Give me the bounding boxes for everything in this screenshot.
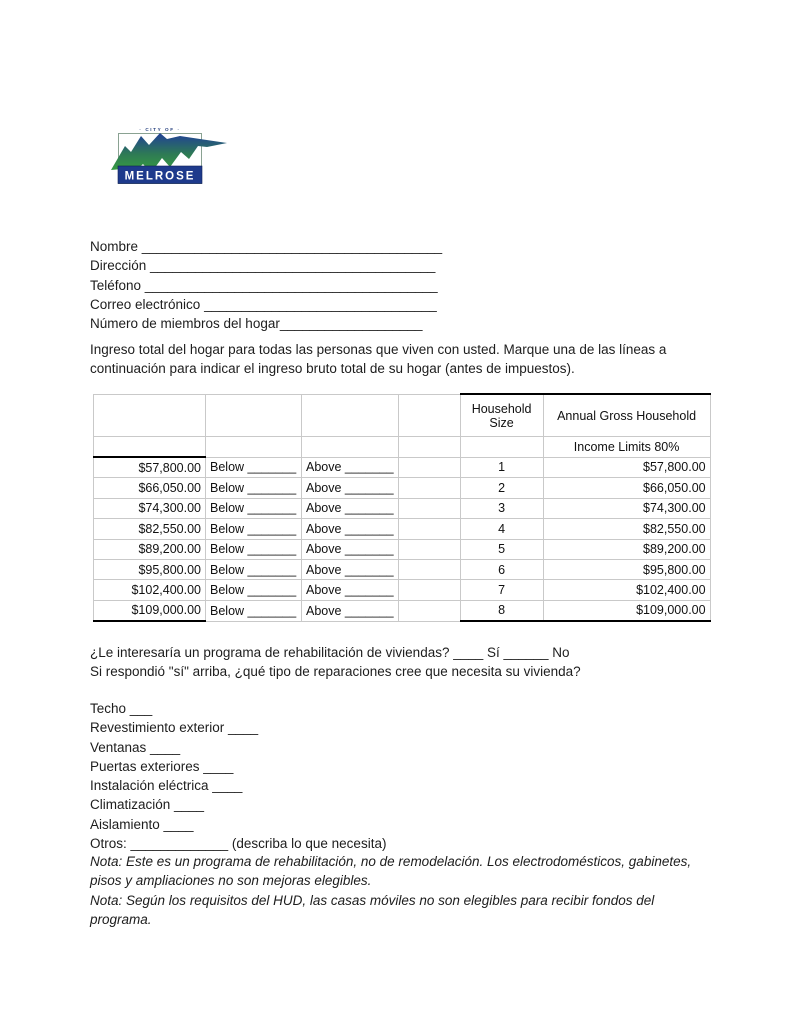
- amount-cell: $102,400.00: [94, 580, 206, 600]
- income-limit-value: $109,000.00: [543, 600, 710, 621]
- amount-cell: $66,050.00: [94, 478, 206, 498]
- above-blank: Above _______: [302, 519, 399, 539]
- note-hud: Nota: Según los requisitos del HUD, las casas móviles no son elegibles para recibir fondos del programa.: [90, 892, 655, 927]
- repair-item-revestimiento: Revestimiento exterior ____: [90, 720, 259, 736]
- header-household-line1: Household: [471, 401, 532, 416]
- field-telefono-blank: _______________________________________: [141, 277, 438, 293]
- empty-cell: [398, 519, 460, 539]
- above-blank: Above _______: [302, 580, 399, 600]
- above-blank: Above _______: [302, 600, 399, 621]
- table-header-row-1: [94, 394, 711, 437]
- household-size-value: 1: [460, 457, 543, 478]
- below-blank: Below _______: [206, 498, 302, 518]
- empty-cell: [398, 580, 460, 600]
- field-miembros-label: Número de miembros del hogar: [90, 316, 280, 332]
- empty-cell: [398, 478, 460, 498]
- repair-item-puertas: Puertas exteriores ____: [90, 758, 234, 774]
- below-blank: Below _______: [206, 559, 302, 579]
- melrose-city-logo: [110, 125, 228, 189]
- income-limit-value: $74,300.00: [543, 498, 710, 518]
- field-miembros: [90, 314, 442, 333]
- above-blank: Above _______: [302, 559, 399, 579]
- empty-cell: [302, 394, 399, 437]
- income-limits-table: [93, 393, 711, 622]
- table-row: [94, 600, 711, 621]
- below-blank: Below _______: [206, 580, 302, 600]
- field-direccion: [90, 256, 442, 275]
- table-row: [94, 457, 711, 478]
- header-annual-gross: Annual Gross Household: [543, 394, 710, 437]
- below-blank: Below _______: [206, 519, 302, 539]
- field-direccion-label: Dirección: [90, 258, 147, 274]
- household-size-value: 2: [460, 478, 543, 498]
- table-row: [94, 580, 711, 600]
- repairs-checklist: [90, 699, 386, 853]
- repair-item-techo: Techo ___: [90, 701, 153, 716]
- contact-fields: [90, 237, 442, 333]
- empty-header-cell: [460, 437, 543, 458]
- empty-cell: [302, 437, 399, 458]
- income-limit-value: $95,800.00: [543, 559, 710, 579]
- household-size-value: 3: [460, 498, 543, 518]
- below-blank: Below _______: [206, 539, 302, 559]
- empty-cell: [398, 559, 460, 579]
- amount-cell: $89,200.00: [94, 539, 206, 559]
- repair-item-ventanas: Ventanas ____: [90, 739, 181, 755]
- amount-cell: $82,550.00: [94, 519, 206, 539]
- table-row: [94, 498, 711, 518]
- household-size-value: 7: [460, 580, 543, 600]
- household-size-value: 5: [460, 539, 543, 559]
- rehab-question-line2: Si respondió "sí" arriba, ¿qué tipo de reparaciones cree que necesita su vivienda?: [90, 664, 581, 679]
- table-row: [94, 519, 711, 539]
- program-notes: [90, 852, 712, 929]
- empty-cell: [94, 394, 206, 437]
- empty-cell: [398, 539, 460, 559]
- logo-melrose-text: MELROSE: [124, 170, 196, 183]
- household-size-value: 4: [460, 519, 543, 539]
- header-income-limits: Income Limits 80%: [543, 437, 710, 458]
- logo-city-of-text: · CITY OF ·: [139, 127, 181, 132]
- below-blank: Below _______: [206, 457, 302, 478]
- amount-cell: $57,800.00: [94, 457, 206, 478]
- field-telefono-label: Teléfono: [90, 277, 142, 293]
- above-blank: Above _______: [302, 498, 399, 518]
- amount-cell: $95,800.00: [94, 559, 206, 579]
- amount-cell: $74,300.00: [94, 498, 206, 518]
- melrose-logo-graphic: [110, 125, 228, 189]
- field-nombre: [90, 237, 442, 256]
- repair-item-otros: Otros: _____________ (describa lo que necesita): [90, 836, 387, 852]
- rehab-question: [90, 643, 581, 681]
- empty-cell: [398, 600, 460, 621]
- table-row: [94, 559, 711, 579]
- note-rehabilitation: Nota: Este es un programa de rehabilitación, no de remodelación. Los electrodomésticos, gabinetes, pisos y ampliaciones no son mejoras elegibles.: [90, 854, 692, 889]
- income-limit-value: $66,050.00: [543, 478, 710, 498]
- header-household-size: [460, 394, 543, 437]
- table-header-row-2: [94, 437, 711, 458]
- empty-cell: [398, 457, 460, 478]
- amount-cell: $109,000.00: [94, 600, 206, 621]
- field-nombre-label: Nombre: [90, 239, 139, 254]
- empty-cell: [94, 437, 206, 458]
- empty-cell: [398, 437, 460, 458]
- field-correo-blank: _______________________________: [200, 296, 437, 312]
- income-instructions: Ingreso total del hogar para todas las personas que viven con usted. Marque una de las líneas a continuación para indicar el ingreso bruto total de su hogar (antes de impuestos).: [90, 342, 667, 376]
- above-blank: Above _______: [302, 478, 399, 498]
- income-limit-value: $89,200.00: [543, 539, 710, 559]
- table-row: [94, 478, 711, 498]
- repair-item-aislamiento: Aislamiento ____: [90, 816, 194, 832]
- above-blank: Above _______: [302, 539, 399, 559]
- field-miembros-blank: ___________________: [279, 316, 423, 332]
- repair-item-climatizacion: Climatización ____: [90, 797, 205, 813]
- above-blank: Above _______: [302, 457, 399, 478]
- empty-cell: [206, 394, 302, 437]
- household-size-value: 8: [460, 600, 543, 621]
- field-direccion-blank: ______________________________________: [146, 258, 436, 274]
- below-blank: Below _______: [206, 478, 302, 498]
- empty-cell: [206, 437, 302, 458]
- field-nombre-blank: ________________________________________: [138, 239, 443, 254]
- empty-cell: [398, 498, 460, 518]
- header-household-line2: Size: [489, 415, 514, 430]
- income-limit-value: $102,400.00: [543, 580, 710, 600]
- below-blank: Below _______: [206, 600, 302, 621]
- rehab-question-line1: ¿Le interesaría un programa de rehabilitación de viviendas? ____ Sí ______ No: [90, 645, 570, 660]
- field-telefono: [90, 276, 442, 295]
- field-correo-label: Correo electrónico: [90, 296, 201, 312]
- field-correo: [90, 295, 442, 314]
- repair-item-electrica: Instalación eléctrica ____: [90, 778, 243, 794]
- income-limit-value: $57,800.00: [543, 457, 710, 478]
- household-size-value: 6: [460, 559, 543, 579]
- empty-cell: [398, 394, 460, 437]
- table-row: [94, 539, 711, 559]
- income-limit-value: $82,550.00: [543, 519, 710, 539]
